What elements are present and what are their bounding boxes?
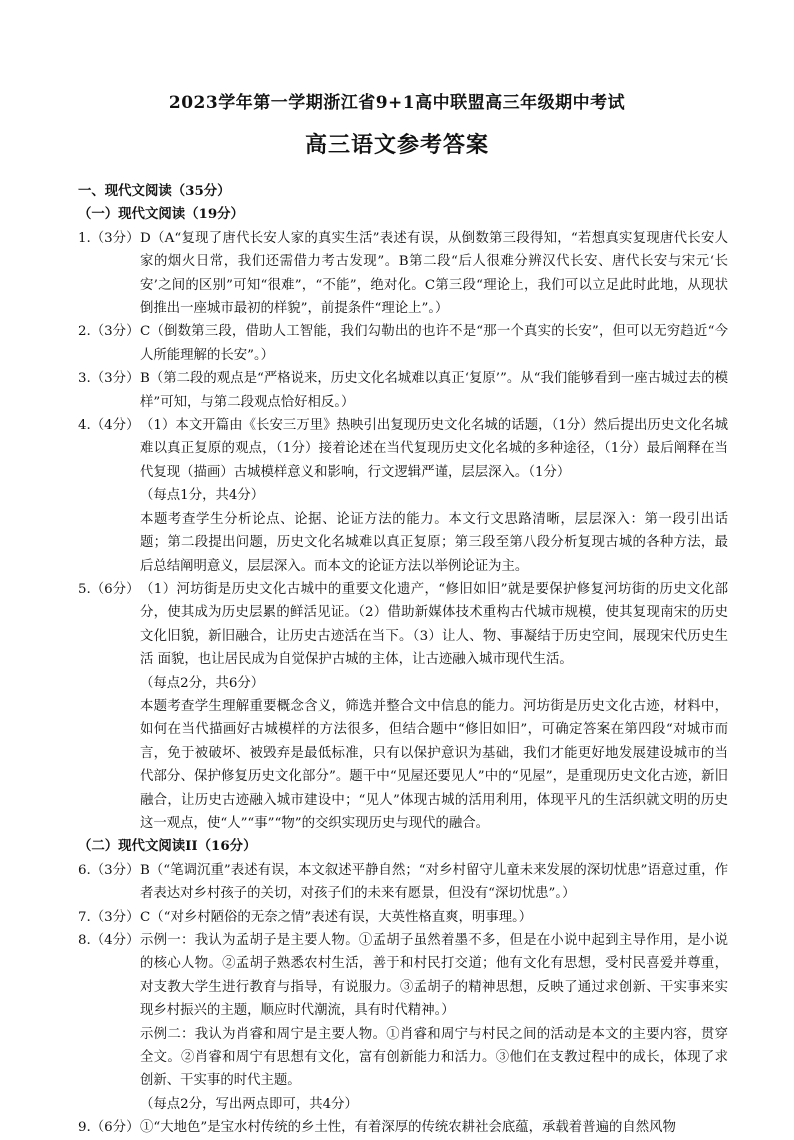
exam-title: 2023学年第一学期浙江省9+1高中联盟高三年级期中考试 xyxy=(168,93,626,113)
answer-text: （1）河坊街是历史文化古城中的重要文化遗产，“修旧如旧”就是要保护修复河坊街的历史文化部分，使其成为历史层累的鲜活见证。（2）借助新媒体技术重构古代城市规模，使其复现南宋的历史文化旧貌，新旧融合，让历史古迹活在当下。（3）让人、物、事凝结于历史空间，展现宋代历史生活 面貌，也让居民成为自觉保护古城的主体，让古迹融入城市现代生活。 xyxy=(140,581,728,668)
answer-detail-5 xyxy=(78,672,728,836)
answer-content xyxy=(78,180,728,1140)
answer-detail-8 xyxy=(78,1023,728,1117)
answer-detail-4 xyxy=(78,484,728,578)
question-number: 9.（6分） xyxy=(78,1120,140,1136)
answer-item-5 xyxy=(78,578,728,672)
answer-text: （1）本文开篇由《长安三万里》热映引出复现历史文化名城的话题，（1分）然后提出历史文化名城难以真正复原的观点，（1分）接着论述在当代复现历史文化名城的多种途径，（1分）最后阐释在当代复现（描画）古城模样意义和影响，行文逻辑严谨，层层深入。（1分） xyxy=(140,418,728,480)
answer-text: B（第二段的观点是“严格说来，历史文化名城难以真正‘复原’”。从“我们能够看到一座古城过去的模样”可知，与第二段观点恰好相反。） xyxy=(140,371,728,410)
question-number: 5.（6分） xyxy=(78,581,140,597)
question-number: 1.（3分） xyxy=(78,230,140,246)
score-note: （每点2分，共6分） xyxy=(140,675,265,691)
answer-item-9 xyxy=(78,1116,728,1139)
question-number: 4.（4分） xyxy=(78,418,140,434)
answer-text: C（倒数第三段，借助人工智能，我们勾勒出的也许不是“那一个真实的长安”，但可以无穷趋近“今人所能理解的长安”。） xyxy=(140,324,728,363)
explanation: 本题考查学生分析论点、论据、论证方法的能力。本文行文思路清晰，层层深入：第一段引出话题；第二段提出问题，历史文化名城难以真正复原；第三段至第八段分析复现古城的各种方法，最后总结阐明意义，层层深入。而本文的论证方法以举例论证为主。 xyxy=(140,511,728,574)
answer-item-3 xyxy=(78,367,728,414)
question-number: 7.（3分） xyxy=(78,909,140,925)
answer-text: 示例一：我认为孟胡子是主要人物。①孟胡子虽然着墨不多，但是在小说中起到主导作用，是小说的核心人物。②孟胡子熟悉农村生活，善于和村民打交道；他有文化有思想，受村民喜爱并尊重，对支教大学生进行教育与指导，有说服力。③孟胡子的精神思想，反映了通过求创新、干实事来实现乡村振兴的主题，顺应时代潮流，具有时代精神。） xyxy=(140,933,728,1019)
answer-item-7 xyxy=(78,906,728,929)
score-note: （每点2分，写出两点即可，共4分） xyxy=(140,1096,358,1112)
section-heading: 一、现代文阅读（35分） xyxy=(78,183,231,199)
answer-item-8 xyxy=(78,929,728,1023)
explanation: 本题考查学生理解重要概念含义，筛选并整合文中信息的能力。河坊街是历史文化古迹，材料中，如何在当代描画好古城模样的方法很多，但结合题中“修旧如旧”，可确定答案在第四段“对城市而言，免于被破坏、被毁弃是最低标准，只有以保护意识为基础，我们才能更好地发展建设城市的当代部分、保护修复历史文化部分”。题干中“见屋还要见人”中的“见屋”，是重现历史文化古迹，新旧融合，让历史古迹融入城市建设中；“见人”体现古城的活用利用，体现平凡的生活织就文明的历史这一观点，使“人”“事”“物”的交织实现历史与现代的融合。 xyxy=(140,698,728,831)
question-number: 6.（3分） xyxy=(78,862,140,878)
answer-item-1 xyxy=(78,227,728,321)
question-number: 8.（4分） xyxy=(78,933,140,948)
answer-text: B（“笔调沉重”表述有误，本文叙述平静自然；“对乡村留守儿童未来发展的深切忧患”语意过重，作者表达对乡村孩子的关切，对孩子们的未来有愿景，但没有“深切忧患”。） xyxy=(140,862,728,902)
example-two: 示例二：我认为肖睿和周宁是主要人物。①肖睿和周宁与村民之间的活动是本文的主要内容，贯穿全文。②肖睿和周宁有思想有文化，富有创新能力和活力。③他们在支教过程中的成长，体现了求创新、干实事的时代主题。 xyxy=(140,1026,728,1089)
question-number: 2.（3分） xyxy=(78,324,140,340)
document-title: 高三语文参考答案 xyxy=(304,132,489,158)
answer-text: ①“大地色”是宝水村传统的乡土性，有着深厚的传统农耕社会底蕴，承载着普遍的自然风物 xyxy=(140,1120,676,1136)
answer-item-4 xyxy=(78,414,728,484)
answer-text: D（A“复现了唐代长安人家的真实生活”表述有误，从倒数第三段得知，“若想真实复现唐代长安人家的烟火日常，我们还需借力考古发现”。B第二段“后人很难分辨汉代长安、唐代长安与宋元‘长安’之间的区别”可知“很难”，“不能”，绝对化。C第三段“理论上，我们可以立足此时此地，从现状倒推出一座城市最初的样貌”，前提条件“理论上”。） xyxy=(140,230,728,317)
answer-item-2 xyxy=(78,320,728,367)
subsection-heading-1: （一）现代文阅读（19分） xyxy=(78,206,244,223)
subsection-heading-2: （二）现代文阅读II（16分） xyxy=(78,838,257,855)
score-note: （每点1分，共4分） xyxy=(140,488,265,504)
answer-text: C（“对乡村陋俗的无奈之情”表述有误，大英性格直爽，明事理。） xyxy=(140,909,533,925)
question-number: 3.（3分） xyxy=(78,371,140,387)
answer-item-6 xyxy=(78,859,728,906)
